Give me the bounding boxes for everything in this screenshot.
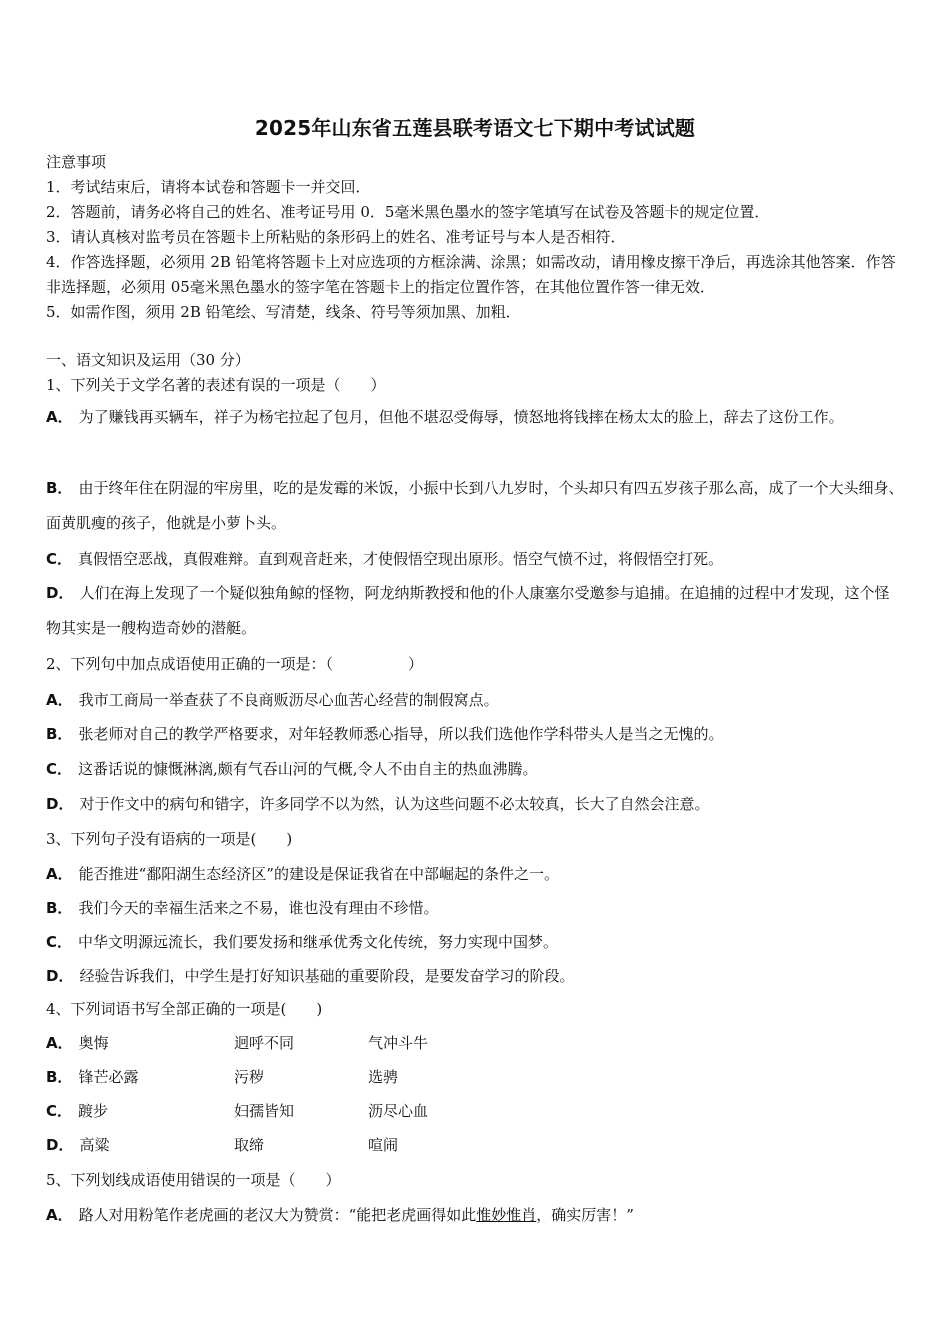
page-title: 2025年山东省五莲县联考语文七下期中考试试题 — [254, 116, 696, 140]
notes-heading: 注意事项 — [46, 153, 107, 171]
question-2-option-a — [46, 689, 904, 710]
word: 气冲斗牛 — [368, 1034, 429, 1052]
option-text-after: ，确实厉害！” — [536, 1206, 634, 1224]
word: 踱步 — [78, 1102, 109, 1120]
option-letter: D． — [46, 584, 74, 602]
question-4-row-d — [46, 1128, 904, 1162]
question-1-option-d — [46, 576, 904, 646]
word: 锋芒必露 — [78, 1068, 139, 1086]
option-letter: A． — [46, 408, 73, 426]
word: 沥尽心血 — [368, 1102, 429, 1120]
question-5-option-a — [46, 1204, 904, 1225]
question-2-option-b — [46, 723, 904, 744]
question-1-option-c — [46, 542, 904, 577]
question-1-option-a — [46, 400, 904, 435]
word: 奥悔 — [78, 1034, 109, 1052]
option-letter: B． — [46, 899, 73, 917]
option-letter: B． — [46, 1068, 73, 1086]
option-text: 真假悟空恶战，真假难辩。直到观音赶来，才使假悟空现出原形。悟空气愤不过，将假悟空打死。 — [78, 550, 724, 568]
option-text: 我们今天的幸福生活来之不易，谁也没有理由不珍惜。 — [78, 899, 439, 917]
question-3-stem: 3、下列句子没有语病的一项是( ) — [46, 830, 293, 848]
option-letter: D． — [46, 795, 74, 813]
option-letter: C． — [46, 1102, 73, 1120]
question-1-stem: 1、下列关于文学名著的表述有误的一项是（ ） — [46, 376, 386, 394]
option-letter: B． — [46, 479, 73, 497]
option-text: 中华文明源远流长，我们要发扬和继承优秀文化传统，努力实现中国梦。 — [78, 933, 559, 951]
option-letter: C． — [46, 550, 73, 568]
word: 妇孺皆知 — [234, 1102, 295, 1120]
question-4-options — [46, 1026, 904, 1162]
note-item: 1．考试结束后，请将本试卷和答题卡一并交回． — [46, 178, 371, 196]
note-item: 4．作答选择题，必须用 2B 铅笔将答题卡上对应选项的方框涂满、涂黑；如需改动，请用橡皮擦干净后，再选涂其他答案．作答非选择题，必须用 05毫米黑色墨水的签字笔在答题卡上的指定位置作答，在其他位置作答一律无效． — [46, 253, 896, 296]
option-text: 对于作文中的病句和错字，许多同学不以为然，认为这些问题不必太较真，长大了自然会注意。 — [79, 795, 710, 813]
option-text: 为了赚钱再买辆车，祥子为杨宅拉起了包月，但他不堪忍受侮辱，愤怒地将钱摔在杨太太的脸上，辞去了这份工作。 — [78, 408, 844, 426]
question-3-option-a — [46, 863, 904, 884]
word: 选骋 — [368, 1068, 399, 1086]
section-title: 一、语文知识及运用（30 分） — [46, 351, 250, 369]
option-letter: A． — [46, 691, 73, 709]
question-3-option-d — [46, 965, 904, 986]
option-text: 我市工商局一举查获了不良商贩沥尽心血苦心经营的制假窝点。 — [78, 691, 499, 709]
option-letter: A． — [46, 865, 73, 883]
question-3-option-b — [46, 897, 904, 918]
option-text: 人们在海上发现了一个疑似独角鲸的怪物，阿龙纳斯教授和他的仆人康塞尔受邀参与追捕。在追捕的过程中才发现，这个怪物其实是一艘构造奇妙的潜艇。 — [46, 584, 890, 637]
note-item: 3．请认真核对监考员在答题卡上所粘贴的条形码上的姓名、准考证号与本人是否相符． — [46, 228, 626, 246]
word: 污秽 — [234, 1068, 265, 1086]
question-4-stem: 4、下列词语书写全部正确的一项是( ) — [46, 1000, 323, 1018]
option-text: 由于终年住在阴湿的牢房里，吃的是发霉的米饭，小振中长到八九岁时，个头却只有四五岁孩子那么高，成了一个大头细身、面黄肌瘦的孩子，他就是小萝卜头。 — [46, 479, 904, 532]
option-letter: D． — [46, 967, 74, 985]
question-2-stem: 2、下列句中加点成语使用正确的一项是：（ ） — [46, 655, 424, 673]
question-4-row-b — [46, 1060, 904, 1094]
underlined-idiom: 惟妙惟肖 — [476, 1206, 537, 1224]
option-letter: D． — [46, 1136, 74, 1154]
option-text: 张老师对自己的教学严格要求，对年轻教师悉心指导，所以我们选他作学科带头人是当之无愧的。 — [78, 725, 724, 743]
question-3-option-c — [46, 931, 904, 952]
question-2-option-d — [46, 793, 904, 814]
question-5-stem: 5、下列划线成语使用错误的一项是（ ） — [46, 1171, 341, 1189]
question-4-row-a — [46, 1026, 904, 1060]
word: 取缔 — [234, 1136, 265, 1154]
word: 高粱 — [79, 1136, 110, 1154]
option-letter: C． — [46, 933, 73, 951]
question-4-row-c — [46, 1094, 904, 1128]
note-item: 5．如需作图，须用 2B 铅笔绘、写清楚，线条、符号等须加黑、加粗． — [46, 303, 521, 321]
word: 喧闹 — [368, 1136, 399, 1154]
notes-section — [46, 150, 904, 325]
option-letter: C． — [46, 760, 73, 778]
question-2-option-c — [46, 758, 904, 779]
note-item: 2．答题前，请务必将自己的姓名、准考证号用 0．5毫米黑色墨水的签字笔填写在试卷及答题卡的规定位置． — [46, 203, 770, 221]
option-text: 经验告诉我们，中学生是打好知识基础的重要阶段，是要发奋学习的阶段。 — [79, 967, 575, 985]
option-text: 这番话说的慷慨淋漓,颇有气吞山河的气概,令人不由自主的热血沸腾。 — [78, 760, 538, 778]
option-letter: B． — [46, 725, 73, 743]
option-text-before: 路人对用粉笔作老虎画的老汉大为赞赏：“能把老虎画得如此 — [78, 1206, 477, 1224]
option-text: 能否推进“鄱阳湖生态经济区”的建设是保证我省在中部崛起的条件之一。 — [78, 865, 559, 883]
question-1-option-b — [46, 471, 904, 541]
option-letter: A． — [46, 1206, 73, 1224]
word: 迥呼不同 — [234, 1034, 295, 1052]
option-letter: A． — [46, 1034, 73, 1052]
